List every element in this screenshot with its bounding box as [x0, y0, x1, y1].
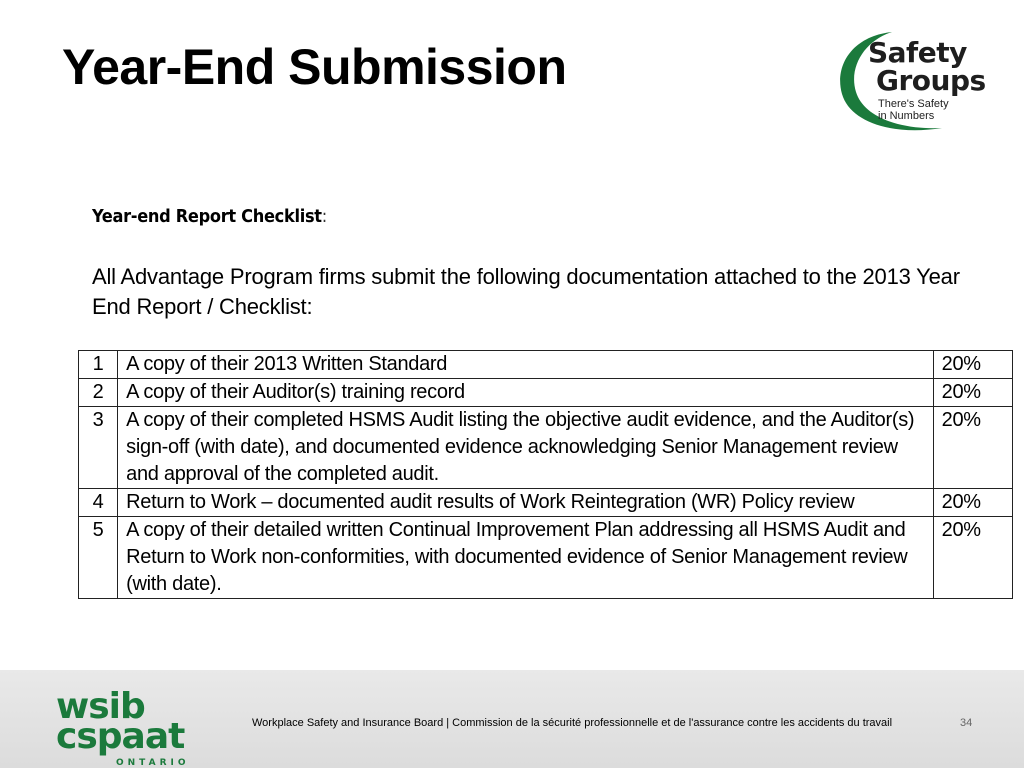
row-description: A copy of their detailed written Continual Improvement Plan addressing all HSMS Audit and Return to Work non-conformities, with documented evidence of Senior Management review (with date).	[118, 517, 933, 599]
row-description: A copy of their completed HSMS Audit listing the objective audit evidence, and the Auditor(s) sign-off (with date), and documented evidence acknowledging Senior Management review and approval of the completed audit.	[118, 407, 933, 489]
logo-tagline-2: in Numbers	[878, 110, 935, 122]
checklist-heading	[92, 206, 327, 227]
checklist-heading-text: Year-end Report Checklist	[92, 206, 322, 227]
cspaat-logo-text: cspaat	[56, 716, 185, 757]
logo-text-safety: Safety	[868, 36, 967, 69]
row-percent: 20%	[933, 517, 1012, 599]
logo-text-groups: Groups	[876, 64, 986, 97]
row-percent: 20%	[933, 407, 1012, 489]
logo-tagline: There's Safety	[878, 98, 949, 110]
intro-paragraph: All Advantage Program firms submit the following documentation attached to the 2013 Year End Report / Checklist:	[92, 264, 960, 319]
row-percent: 20%	[933, 379, 1012, 407]
checklist-table	[78, 350, 1013, 599]
row-number: 4	[79, 489, 118, 517]
table-row	[79, 351, 1013, 379]
wsib-logo-text: wsib	[56, 686, 145, 727]
row-number: 3	[79, 407, 118, 489]
row-description: A copy of their Auditor(s) training record	[118, 379, 933, 407]
checklist-heading-colon: :	[321, 206, 327, 227]
ontario-logo-text: ONTARIO	[116, 758, 190, 768]
row-percent: 20%	[933, 351, 1012, 379]
row-number: 5	[79, 517, 118, 599]
table-row	[79, 379, 1013, 407]
table-row	[79, 407, 1013, 489]
row-description: Return to Work – documented audit results of Work Reintegration (WR) Policy review	[118, 489, 933, 517]
slide-title: Year-End Submission	[62, 39, 567, 95]
row-description: A copy of their 2013 Written Standard	[118, 351, 933, 379]
safety-groups-logo	[832, 26, 1002, 136]
row-number: 1	[79, 351, 118, 379]
page-number: 34	[960, 717, 973, 729]
table-row	[79, 517, 1013, 599]
row-percent: 20%	[933, 489, 1012, 517]
table-row	[79, 489, 1013, 517]
footer-text: Workplace Safety and Insurance Board | Commission de la sécurité professionnelle et de l'assurance contre les accidents du travail	[252, 717, 893, 729]
row-number: 2	[79, 379, 118, 407]
